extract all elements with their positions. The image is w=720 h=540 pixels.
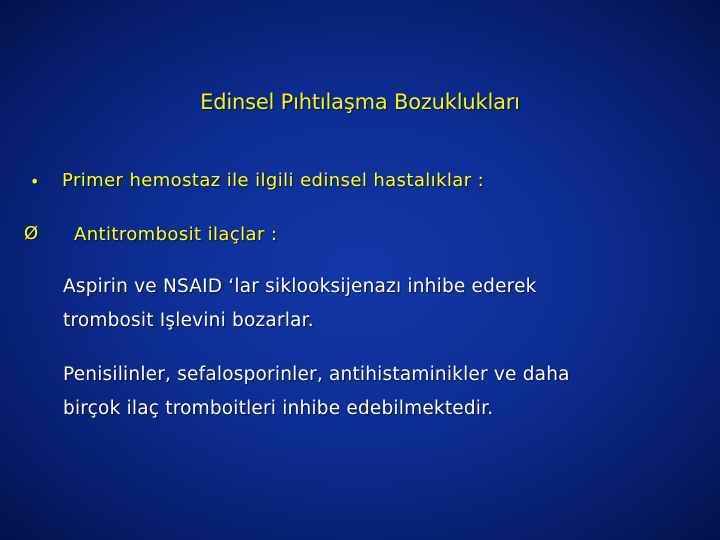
paragraph-line: Penisilinler, sefalosporinler, antihistaminikler ve daha [63,364,570,385]
bullet-dot-icon: • [30,172,40,191]
paragraph-line: birçok ilaç tromboitleri inhibe edebilmektedir. [63,398,494,419]
arrow-bullet-icon: Ø [24,223,39,244]
bullet-text: Primer hemostaz ile ilgili edinsel hastalıklar : [62,170,485,191]
paragraph-aspirin [63,270,703,338]
paragraph-line: Aspirin ve NSAID ‘lar siklooksijenazı inhibe ederek [63,276,537,297]
slide-title: Edinsel Pıhtılaşma Bozuklukları [200,90,520,114]
paragraph-line: trombosit Işlevini bozarlar. [63,310,314,331]
bullet-text: Antitrombosit ilaçlar : [74,224,278,245]
paragraph-penisilin [63,358,703,426]
